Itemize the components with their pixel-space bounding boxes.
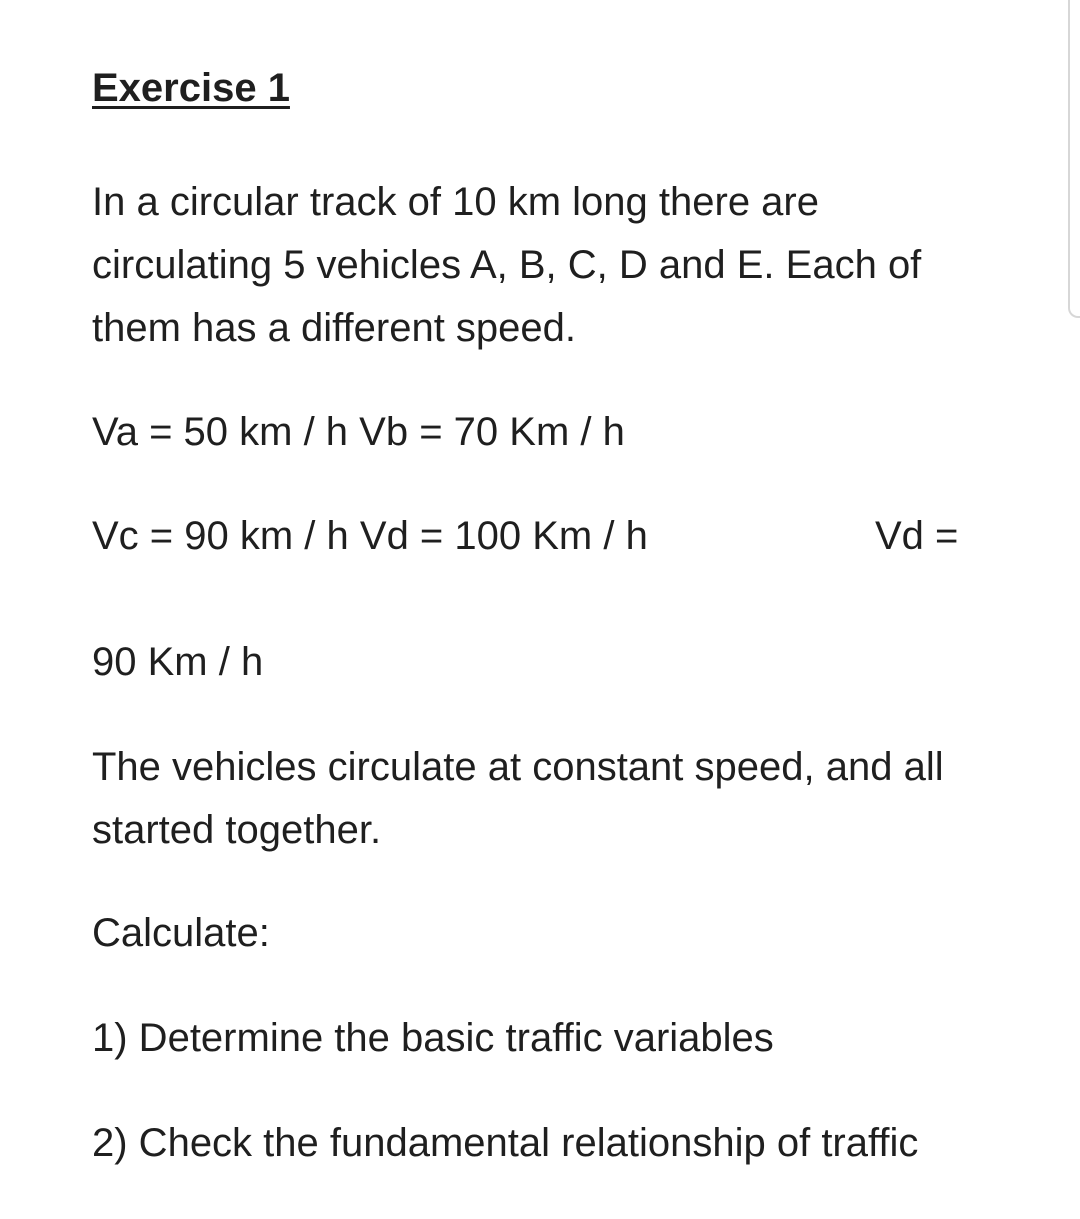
extra-vd-label: Vd = xyxy=(875,514,959,558)
calculate-label: Calculate: xyxy=(92,911,270,955)
question-1: 1) Determine the basic traffic variables xyxy=(92,1016,774,1060)
scroll-edge[interactable] xyxy=(1068,0,1080,318)
question-2: 2) Check the fundamental relationship of traffic xyxy=(92,1121,919,1165)
exercise-content xyxy=(92,62,997,1175)
speed-values-line-2 xyxy=(92,505,997,694)
exercise-intro: In a circular track of 10 km long there are circulating 5 vehicles A, B, C, D and E. Each of them has a different speed. xyxy=(92,180,922,350)
constant-speed-note: The vehicles circulate at constant speed, and all started together. xyxy=(92,745,944,852)
speed-values-line-1: Va = 50 km / h Vb = 70 Km / h xyxy=(92,410,625,454)
extra-vd-value: 90 Km / h xyxy=(92,640,264,684)
exercise-title: Exercise 1 xyxy=(92,66,290,110)
speed-values-line-2-main: Vc = 90 km / h Vd = 100 Km / h xyxy=(92,514,648,558)
